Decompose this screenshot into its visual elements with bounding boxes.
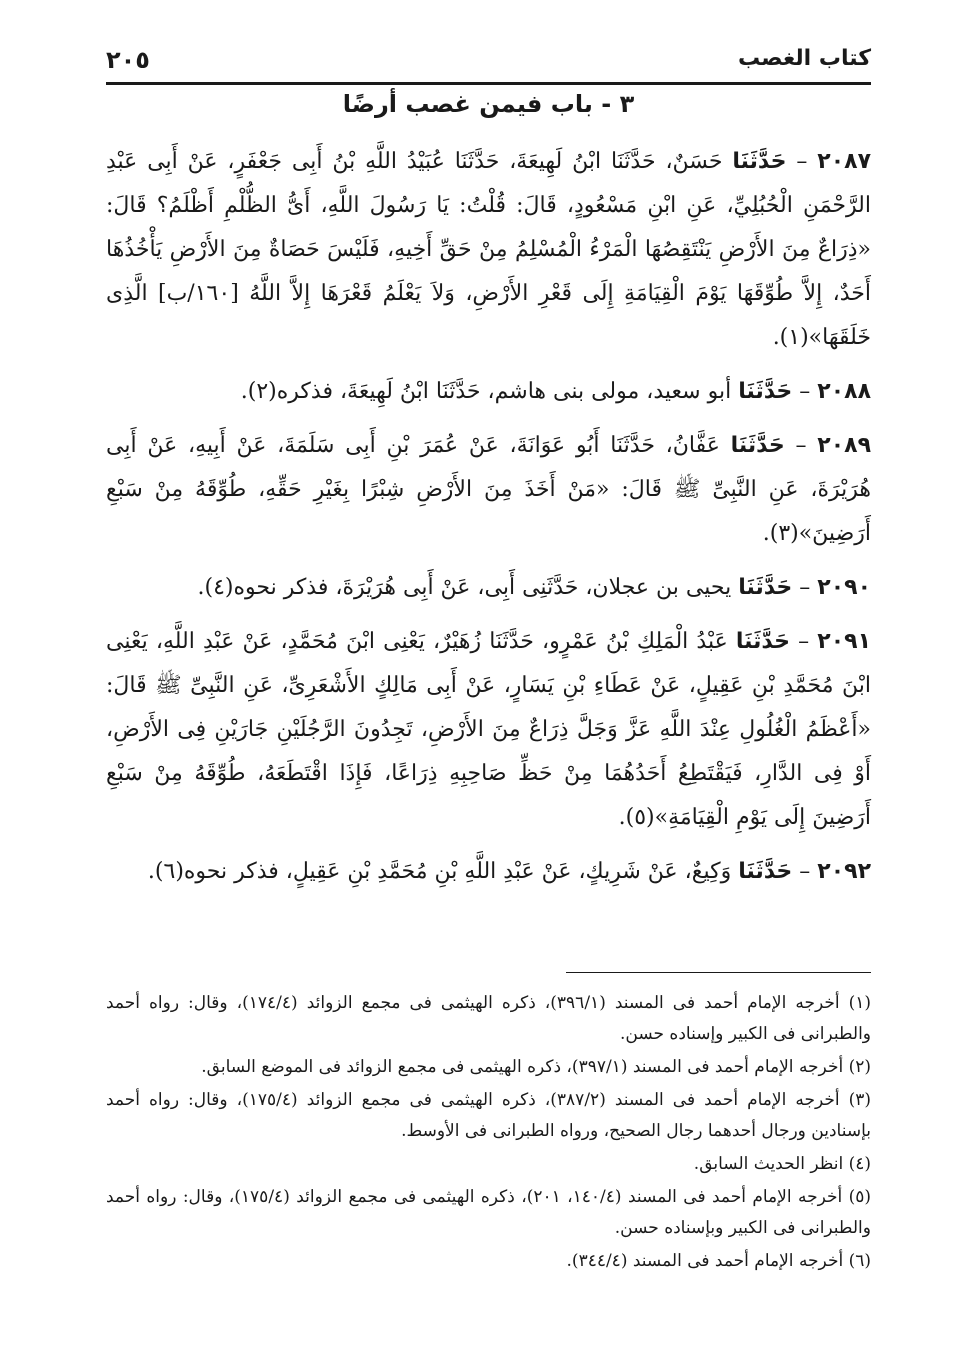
hadith-2088: ٢٠٨٨ – حَدَّثَنَا أبو سعيد، مولى بنى هاشم، حَدَّثَنَا ابْنُ لَهِيعَةَ، فذكره(٢). <box>240 379 871 404</box>
hadith-number: ٢٠٨٧ <box>817 149 871 174</box>
hadith-lead: حَدَّثَنَا <box>738 379 793 404</box>
hadith-text: حَسَنٌ، حَدَّثَنَا ابْنُ لَهِيعَةَ، حَدَّثَنَا عُبَيْدُ اللَّهِ بْنُ أَبِى جَعْفَرٍ، عَنْ أَبِى عَبْدِ الرَّحْمَنِ الْحُبُلِيِّ، عَنِ ابْنِ مَسْعُودٍ، قَالَ: قُلْتُ: يَا رَسُولَ اللَّهِ، أَىُّ الظُّلْمِ أَظْلَمُ؟ قَالَ: «ذِرَاعٌ مِنَ الأَرْضِ يَنْتَقِصُهَا الْمَرْءُ الْمُسْلِمُ مِنْ حَقِّ أَخِيهِ، فَلَيْسَ حَصَاةٌ مِنَ الأَرْضِ يَأْخُذُهَا أَحَدٌ، إِلاَّ طُوِّقَهَا يَوْمَ الْقِيَامَةِ إِلَى قَعْرِ الأَرْضِ، وَلاَ يَعْلَمُ قَعْرَهَا إِلاَّ اللَّهُ [١٦٠/ب] الَّذِى خَلَقَهَا»(١). <box>106 149 871 350</box>
footnote-3: (٣) أخرجه الإمام أحمد فى المسند (٣٨٧/٢)، ذكره الهيثمى فى مجمع الزوائد (١٧٥/٤)، وقال: رواه أحمد بإسنادين ورجال أحدهما رجال الصحيح، ورواه الطبرانى فى الأوسط. <box>106 1090 871 1141</box>
footnotes <box>106 988 871 1279</box>
footnote-6: (٦) أخرجه الإمام أحمد فى المسند (٣٤٤/٤). <box>566 1251 871 1271</box>
hadith-2091: ٢٠٩١ – حَدَّثَنَا عَبْدُ الْمَلِكِ بْنُ عَمْرٍو، حَدَّثَنَا زُهَيْرٌ، يَعْنِى ابْنَ مُحَمَّدٍ، عَنْ عَبْدِ اللَّهِ، يَعْنِى ابْنَ مُحَمَّدِ بْنِ عَقِيلٍ، عَنْ عَطَاءِ بْنِ يَسَارٍ، عَنْ أَبِى مَالِكٍ الأَشْعَرِىِّ، عَنِ النَّبِىِّ ﷺ قَالَ: «أَعْظَمُ الْغُلُولِ عِنْدَ اللَّهِ عَزَّ وَجَلَّ ذِرَاعٌ مِنَ الأَرْضِ، تَجِدُونَ الرَّجُلَيْنِ جَارَيْنِ فِى الأَرْضِ، أَوْ فِى الدَّارِ، فَيَقْتَطِعُ أَحَدُهُمَا مِنْ حَظِّ صَاحِبِهِ ذِرَاعًا، فَإِذَا اقْتَطَعَهُ، طُوِّقَهُ مِنْ سَبْعِ أَرَضِينَ إِلَى يَوْمِ الْقِيَامَةِ»(٥). <box>106 629 871 830</box>
footnote-2: (٢) أخرجه الإمام أحمد فى المسند (٣٩٧/١)، ذكره الهيثمى فى مجمع الزوائد فى الموضع السابق. <box>201 1057 871 1077</box>
hadith-text: أبو سعيد، مولى بنى هاشم، حَدَّثَنَا ابْنُ لَهِيعَةَ، فذكره(٢). <box>240 379 732 404</box>
running-head <box>106 38 871 78</box>
hadith-number: ٢٠٨٨ <box>817 379 871 404</box>
footnote-1: (١) أخرجه الإمام أحمد فى المسند (٣٩٦/١)، ذكره الهيثمى فى مجمع الزوائد (١٧٤/٤)، وقال: رواه أحمد والطبرانى فى الكبير وإسناده حسن. <box>106 993 871 1044</box>
hadith-text: عَبْدُ الْمَلِكِ بْنُ عَمْرٍو، حَدَّثَنَا زُهَيْرٌ، يَعْنِى ابْنَ مُحَمَّدٍ، عَنْ عَبْدِ اللَّهِ، يَعْنِى ابْنَ مُحَمَّدِ بْنِ عَقِيلٍ، عَنْ عَطَاءِ بْنِ يَسَارٍ، عَنْ أَبِى مَالِكٍ الأَشْعَرِىِّ، عَنِ النَّبِىِّ ﷺ قَالَ: «أَعْظَمُ الْغُلُولِ عِنْدَ اللَّهِ عَزَّ وَجَلَّ ذِرَاعٌ مِنَ الأَرْضِ، تَجِدُونَ الرَّجُلَيْنِ جَارَيْنِ فِى الأَرْضِ، أَوْ فِى الدَّارِ، فَيَقْتَطِعُ أَحَدُهُمَا مِنْ حَظِّ صَاحِبِهِ ذِرَاعًا، فَإِذَا اقْتَطَعَهُ، طُوِّقَهُ مِنْ سَبْعِ أَرَضِينَ إِلَى يَوْمِ الْقِيَامَةِ»(٥). <box>106 629 871 830</box>
chapter-title: ٣ - باب فيمن غصب أرضًا <box>342 90 635 118</box>
book-title: كتاب الغصب <box>738 46 871 71</box>
hadith-number: ٢٠٨٩ <box>817 433 871 458</box>
hadith-2092: ٢٠٩٢ – حَدَّثَنَا وَكِيعٌ، عَنْ شَرِيكٍ، عَنْ عَبْدِ اللَّهِ بْنِ مُحَمَّدِ بْنِ عَقِيلٍ، فذكر نحوه(٦). <box>147 859 871 884</box>
footnote-5: (٥) أخرجه الإمام أحمد فى المسند (١٤٠/٤، ٢٠١)، ذكره الهيثمى فى مجمع الزوائد (١٧٥/٤)، وقال: رواه أحمد والطبرانى فى الكبير وبإسناده حسن. <box>106 1187 872 1238</box>
hadith-2087: ٢٠٨٧ – حَدَّثَنَا حَسَنٌ، حَدَّثَنَا ابْنُ لَهِيعَةَ، حَدَّثَنَا عُبَيْدُ اللَّهِ بْنُ أَبِى جَعْفَرٍ، عَنْ أَبِى عَبْدِ الرَّحْمَنِ الْحُبُلِيِّ، عَنِ ابْنِ مَسْعُودٍ، قَالَ: قُلْتُ: يَا رَسُولَ اللَّهِ، أَىُّ الظُّلْمِ أَظْلَمُ؟ قَالَ: «ذِرَاعٌ مِنَ الأَرْضِ يَنْتَقِصُهَا الْمَرْءُ الْمُسْلِمُ مِنْ حَقِّ أَخِيهِ، فَلَيْسَ حَصَاةٌ مِنَ الأَرْضِ يَأْخُذُهَا أَحَدٌ، إِلاَّ طُوِّقَهَا يَوْمَ الْقِيَامَةِ إِلَى قَعْرِ الأَرْضِ، وَلاَ يَعْلَمُ قَعْرَهَا إِلاَّ اللَّهُ [١٦٠/ب] الَّذِى خَلَقَهَا»(١). <box>106 149 871 350</box>
hadith-2090: ٢٠٩٠ – حَدَّثَنَا يحيى بن عجلان، حَدَّثَنِى أَبِى، عَنْ أَبِى هُرَيْرَةَ، فذكر نحوه(٤). <box>197 575 871 600</box>
hadith-lead: حَدَّثَنَا <box>738 575 793 600</box>
footnote-4: (٤) انظر الحديث السابق. <box>693 1154 871 1174</box>
header-rule <box>106 82 871 85</box>
hadith-lead: حَدَّثَنَا <box>732 149 787 174</box>
hadith-text: عَفَّانُ، حَدَّثَنَا أَبُو عَوَانَةَ، عَنْ عُمَرَ بْنِ أَبِى سَلَمَةَ، عَنْ أَبِيهِ، عَنْ أَبِى هُرَيْرَةَ، عَنِ النَّبِىِّ ﷺ قَالَ: «مَنْ أَخَذَ مِنَ الأَرْضِ شِبْرًا بِغَيْرِ حَقِّهِ، طُوِّقَهُ مِنْ سَبْعِ أَرَضِينَ»(٣). <box>106 433 871 546</box>
page-number: ٢٠٥ <box>106 46 150 74</box>
hadith-text: وَكِيعٌ، عَنْ شَرِيكٍ، عَنْ عَبْدِ اللَّهِ بْنِ مُحَمَّدِ بْنِ عَقِيلٍ، فذكر نحوه(٦). <box>147 859 732 884</box>
hadith-body <box>106 140 871 904</box>
footnote-separator <box>566 972 871 973</box>
hadith-2089: ٢٠٨٩ – حَدَّثَنَا عَفَّانُ، حَدَّثَنَا أَبُو عَوَانَةَ، عَنْ عُمَرَ بْنِ أَبِى سَلَمَةَ، عَنْ أَبِيهِ، عَنْ أَبِى هُرَيْرَةَ، عَنِ النَّبِىِّ ﷺ قَالَ: «مَنْ أَخَذَ مِنَ الأَرْضِ شِبْرًا بِغَيْرِ حَقِّهِ، طُوِّقَهُ مِنْ سَبْعِ أَرَضِينَ»(٣). <box>106 433 871 546</box>
hadith-lead: حَدَّثَنَا <box>735 629 790 654</box>
hadith-number: ٢٠٩٢ <box>817 859 871 884</box>
hadith-number: ٢٠٩١ <box>817 629 871 654</box>
hadith-text: يحيى بن عجلان، حَدَّثَنِى أَبِى، عَنْ أَبِى هُرَيْرَةَ، فذكر نحوه(٤). <box>197 575 732 600</box>
hadith-lead: حَدَّثَنَا <box>738 859 793 884</box>
hadith-lead: حَدَّثَنَا <box>730 433 785 458</box>
hadith-number: ٢٠٩٠ <box>817 575 871 600</box>
